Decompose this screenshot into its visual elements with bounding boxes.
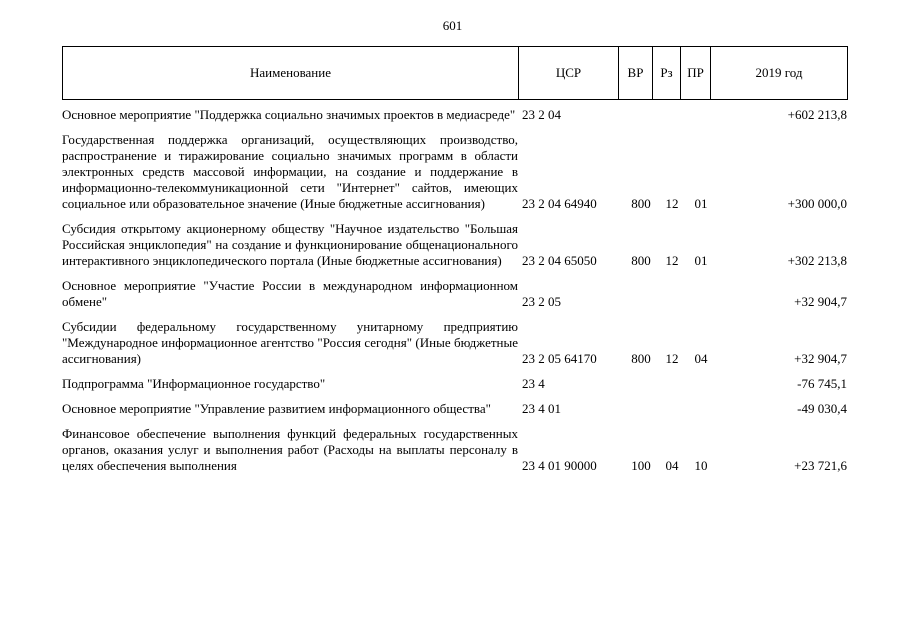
row-name: Основное мероприятие "Участие России в международном информационном обмене" bbox=[62, 278, 518, 309]
row-sum: -76 745,1 bbox=[797, 376, 847, 391]
row-pr: 01 bbox=[694, 253, 708, 268]
table-row bbox=[62, 319, 847, 367]
budget-rows bbox=[62, 107, 847, 483]
table-row bbox=[62, 107, 847, 123]
row-pr: 10 bbox=[694, 458, 708, 473]
row-rz: 12 bbox=[665, 253, 679, 268]
row-rz: 12 bbox=[665, 196, 679, 211]
row-vr: 800 bbox=[631, 351, 651, 366]
header-rz: Рз bbox=[653, 47, 681, 100]
row-csr: 23 4 01 90000 bbox=[522, 458, 597, 473]
table-row bbox=[62, 426, 847, 474]
row-sum: -49 030,4 bbox=[797, 401, 847, 416]
table-row bbox=[62, 376, 847, 392]
table-row bbox=[62, 401, 847, 417]
page-number: 601 bbox=[442, 18, 463, 33]
row-csr: 23 2 05 64170 bbox=[522, 351, 597, 366]
row-name: Основное мероприятие "Управление развитием информационного общества" bbox=[62, 401, 491, 416]
row-csr: 23 4 01 bbox=[522, 401, 561, 416]
header-vr: ВР bbox=[619, 47, 653, 100]
row-name: Финансовое обеспечение выполнения функций федеральных государственных органов, оказания услуг и выполнения работ (Расходы на выплаты персоналу в целях обеспечения выполнения bbox=[62, 426, 518, 473]
row-vr: 800 bbox=[631, 253, 651, 268]
row-sum: +23 721,6 bbox=[794, 458, 847, 473]
row-pr: 04 bbox=[694, 351, 708, 366]
row-name: Основное мероприятие "Поддержка социально значимых проектов в медиасреде" bbox=[62, 107, 516, 122]
row-csr: 23 2 04 bbox=[522, 107, 561, 122]
row-name: Государственная поддержка организаций, осуществляющих производство, распространение и тиражирование социально значимых программ в области электронных средств массовой информации, на создание и поддержание в информационно-телекоммуникационной сети "Интернет" сайтов, имеющих социальное или образовательное значение (Иные бюджетные ассигнования) bbox=[62, 132, 518, 211]
row-vr: 800 bbox=[631, 196, 651, 211]
header-year: 2019 год bbox=[711, 47, 848, 100]
table-row bbox=[62, 132, 847, 212]
row-csr: 23 2 04 65050 bbox=[522, 253, 597, 268]
row-vr: 100 bbox=[631, 458, 651, 473]
header-name: Наименование bbox=[63, 47, 519, 100]
row-csr: 23 2 05 bbox=[522, 294, 561, 309]
row-rz: 12 bbox=[665, 351, 679, 366]
row-sum: +32 904,7 bbox=[794, 351, 847, 366]
row-name: Субсидии федеральному государственному унитарному предприятию "Международное информационное агентство "Россия сегодня" (Иные бюджетные ассигнования) bbox=[62, 319, 518, 366]
row-csr: 23 4 bbox=[522, 376, 545, 391]
row-name: Подпрограмма "Информационное государство" bbox=[62, 376, 326, 391]
row-sum: +32 904,7 bbox=[794, 294, 847, 309]
row-sum: +602 213,8 bbox=[787, 107, 847, 122]
table-header bbox=[62, 46, 848, 100]
row-rz: 04 bbox=[665, 458, 679, 473]
row-sum: +302 213,8 bbox=[787, 253, 847, 268]
header-pr: ПР bbox=[681, 47, 711, 100]
row-name: Субсидия открытому акционерному обществу "Научное издательство "Большая Российская энциклопедия" на создание и функционирование общенационального интерактивного энциклопедического портала (Иные бюджетные ассигнования) bbox=[62, 221, 518, 268]
row-csr: 23 2 04 64940 bbox=[522, 196, 597, 211]
header-csr: ЦСР bbox=[519, 47, 619, 100]
table-row bbox=[62, 221, 847, 269]
table-row bbox=[62, 278, 847, 310]
row-pr: 01 bbox=[694, 196, 708, 211]
row-sum: +300 000,0 bbox=[787, 196, 847, 211]
